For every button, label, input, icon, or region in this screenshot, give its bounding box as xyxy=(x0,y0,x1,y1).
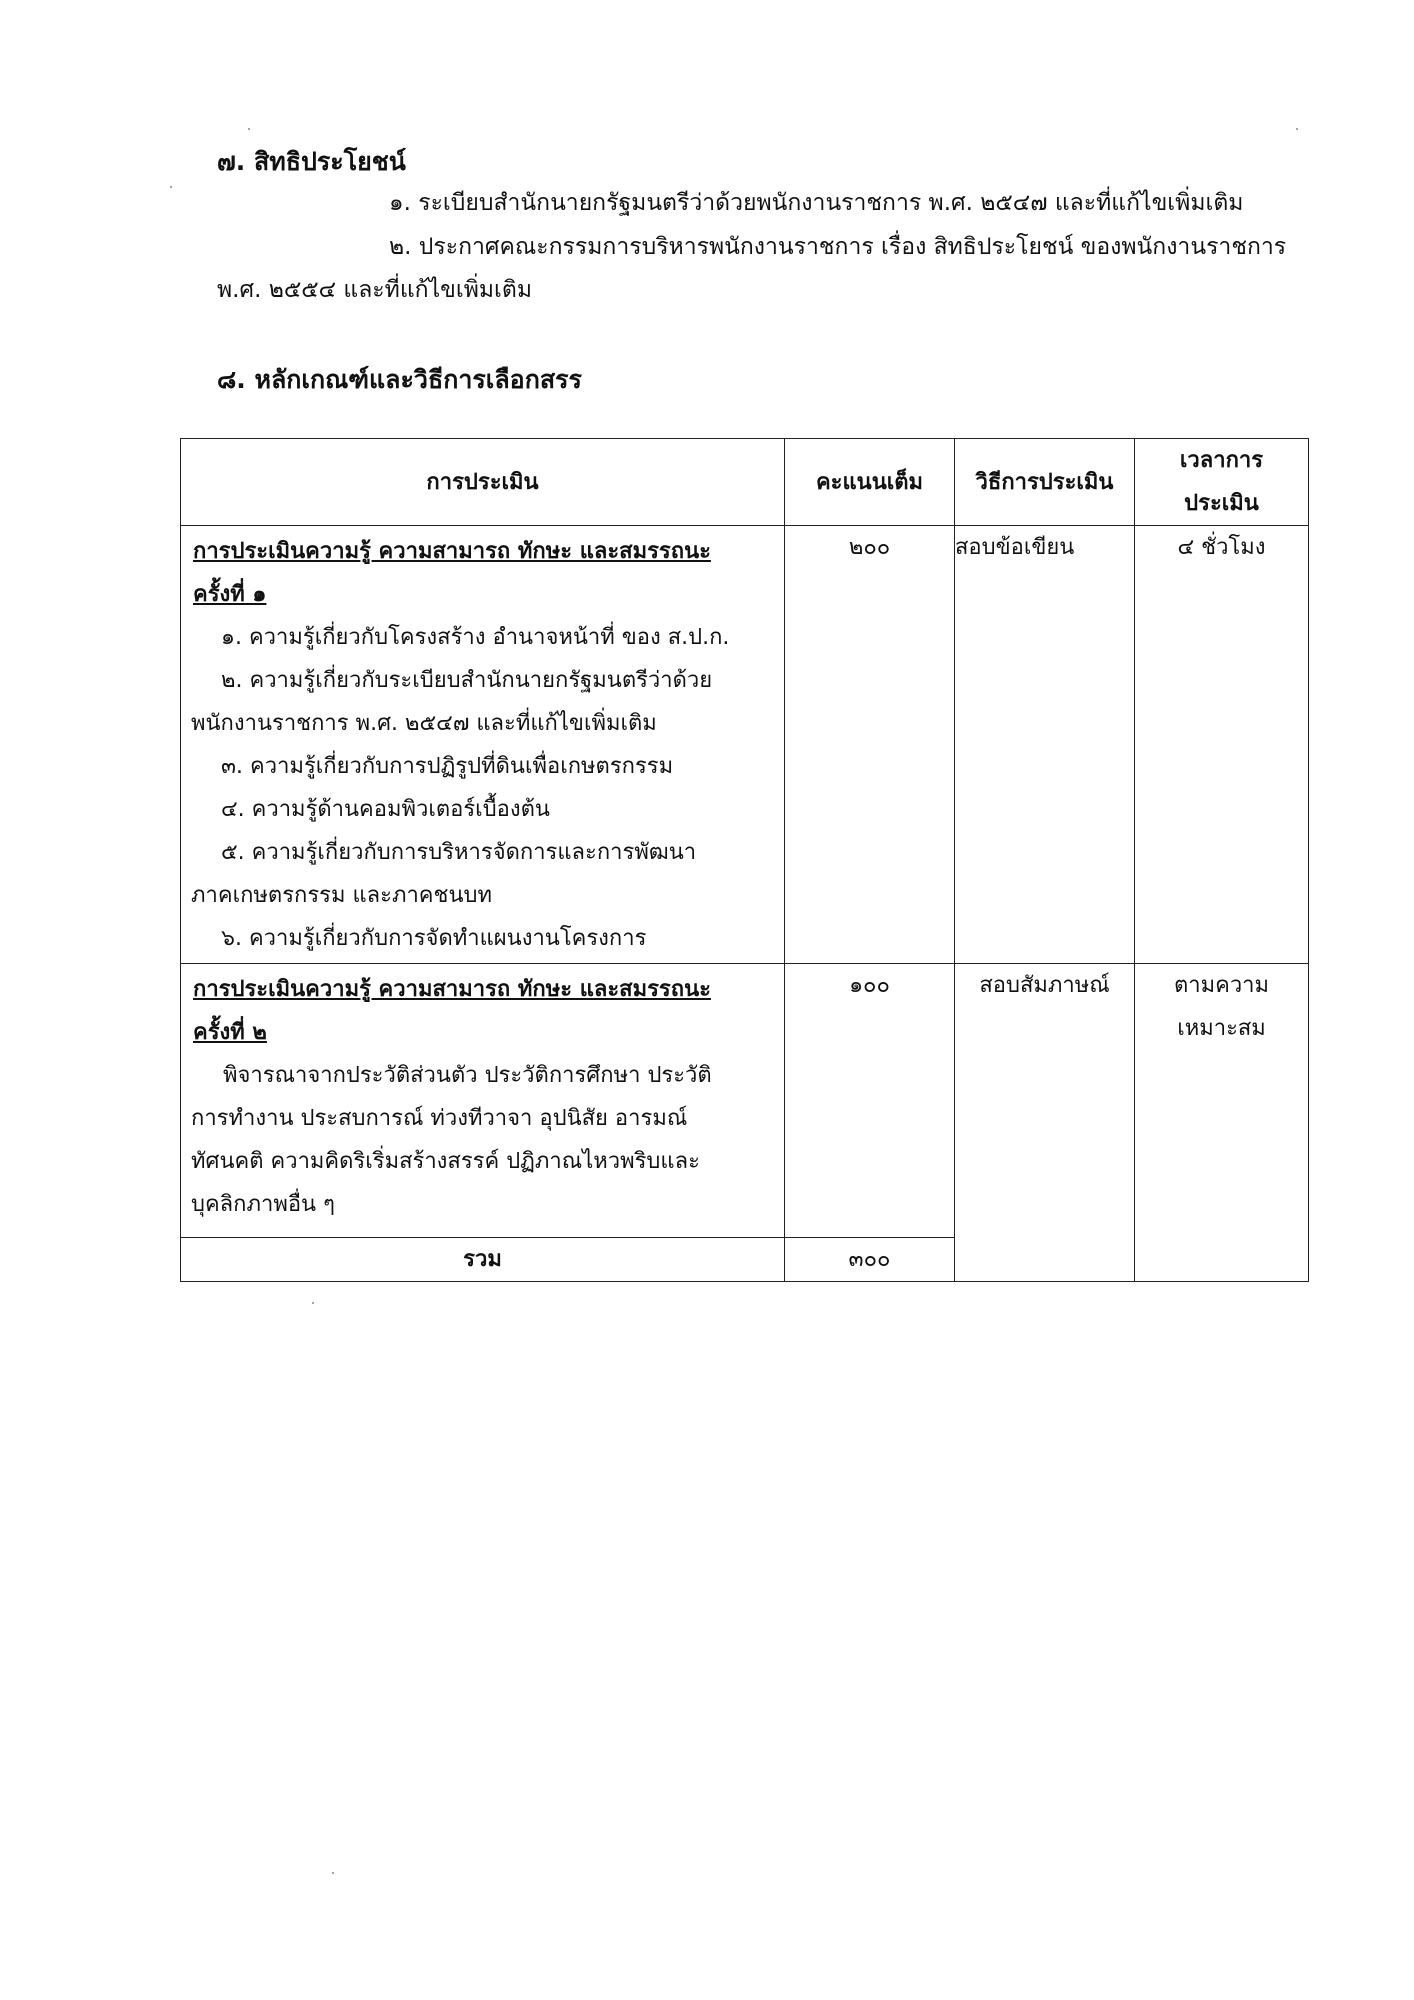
round-2-time xyxy=(1135,964,1309,1282)
total-score: ๓๐๐ xyxy=(785,1238,955,1282)
round-2-time-line-1: ตามความ xyxy=(1173,973,1270,998)
round-2-time-line-2: เหมาะสม xyxy=(1177,1016,1266,1041)
round-2-title-line-1: การประเมินความรู้ ความสามารถ ทักษะ และสมรรถนะ xyxy=(193,977,711,1002)
list-item: ๖. ความรู้เกี่ยวกับการจัดทำแผนงานโครงการ xyxy=(221,926,647,951)
round-1-title-line-1: การประเมินความรู้ ความสามารถ ทักษะ และสมรรถนะ xyxy=(193,539,711,564)
list-item: ๒. ความรู้เกี่ยวกับระเบียบสำนักนายกรัฐมนตรีว่าด้วย xyxy=(221,668,713,693)
list-item: ๑. ความรู้เกี่ยวกับโครงสร้าง อำนาจหน้าที่ ของ ส.ป.ก. xyxy=(221,625,730,650)
scan-speck xyxy=(248,128,250,130)
description-line: พิจารณาจากประวัติส่วนตัว ประวัติการศึกษา ประวัติ xyxy=(223,1063,712,1088)
list-item: ๔. ความรู้ด้านคอมพิวเตอร์เบื้องต้น xyxy=(221,797,550,822)
round-2-score: ๑๐๐ xyxy=(785,964,955,1238)
round-1-title xyxy=(181,526,784,616)
list-item: ๓. ความรู้เกี่ยวกับการปฏิรูปที่ดินเพื่อเกษตรกรรม xyxy=(221,754,674,779)
header-time-line-2: ประเมิน xyxy=(1184,491,1259,516)
section-8-heading: ๘. หลักเกณฑ์และวิธีการเลือกสรร xyxy=(217,365,582,394)
scan-speck xyxy=(1296,128,1298,130)
section-7-item-2-line-1: ๒. ประกาศคณะกรรมการบริหารพนักงานราชการ เรื่อง สิทธิประโยชน์ ของพนักงานราชการ xyxy=(389,234,1287,260)
section-7-item-1: ๑. ระเบียบสำนักนายกรัฐมนตรีว่าด้วยพนักงานราชการ พ.ศ. ๒๕๔๗ และที่แก้ไขเพิ่มเติม xyxy=(389,190,1244,216)
round-2-title-line-2: ครั้งที่ ๒ xyxy=(193,1020,267,1045)
header-assessment: การประเมิน xyxy=(181,439,785,526)
scan-speck xyxy=(332,1872,334,1874)
description-line: ทัศนคติ ความคิดริเริ่มสร้างสรรค์ ปฏิภาณไหวพริบและ xyxy=(191,1149,700,1174)
header-method: วิธีการประเมิน xyxy=(955,439,1135,526)
list-item: พนักงานราชการ พ.ศ. ๒๕๔๗ และที่แก้ไขเพิ่มเติม xyxy=(191,711,657,736)
table-row-round-1 xyxy=(181,526,1309,964)
header-time xyxy=(1135,439,1309,526)
round-2-title xyxy=(181,964,784,1054)
header-full-score: คะแนนเต็ม xyxy=(785,439,955,526)
total-label: รวม xyxy=(181,1238,785,1282)
selection-criteria-table xyxy=(180,438,1309,1282)
table-row-round-2 xyxy=(181,964,1309,1238)
round-2-description xyxy=(181,1054,784,1226)
round-2-method: สอบสัมภาษณ์ xyxy=(955,964,1135,1282)
round-1-score: ๒๐๐ xyxy=(785,526,955,964)
description-line: บุคลิกภาพอื่น ๆ xyxy=(191,1192,335,1217)
section-7-item-2-line-2: พ.ศ. ๒๕๕๔ และที่แก้ไขเพิ่มเติม xyxy=(217,277,533,303)
round-1-title-line-2: ครั้งที่ ๑ xyxy=(193,582,267,607)
round-1-items xyxy=(181,616,784,960)
list-item: ภาคเกษตรกรรม และภาคชนบท xyxy=(191,883,492,908)
list-item: ๕. ความรู้เกี่ยวกับการบริหารจัดการและการพัฒนา xyxy=(221,840,697,865)
scan-speck xyxy=(312,1302,314,1304)
description-line: การทำงาน ประสบการณ์ ท่วงทีวาจา อุปนิสัย อารมณ์ xyxy=(191,1106,688,1131)
section-7-heading: ๗. สิทธิประโยชน์ xyxy=(217,147,406,176)
header-time-line-1: เวลาการ xyxy=(1179,448,1264,473)
round-2-assessment-cell xyxy=(181,964,785,1238)
round-1-time: ๔ ชั่วโมง xyxy=(1135,526,1309,964)
scan-speck xyxy=(170,186,172,188)
round-1-assessment-cell xyxy=(181,526,785,964)
table-header-row xyxy=(181,439,1309,526)
round-1-method: สอบข้อเขียน xyxy=(955,526,1135,964)
